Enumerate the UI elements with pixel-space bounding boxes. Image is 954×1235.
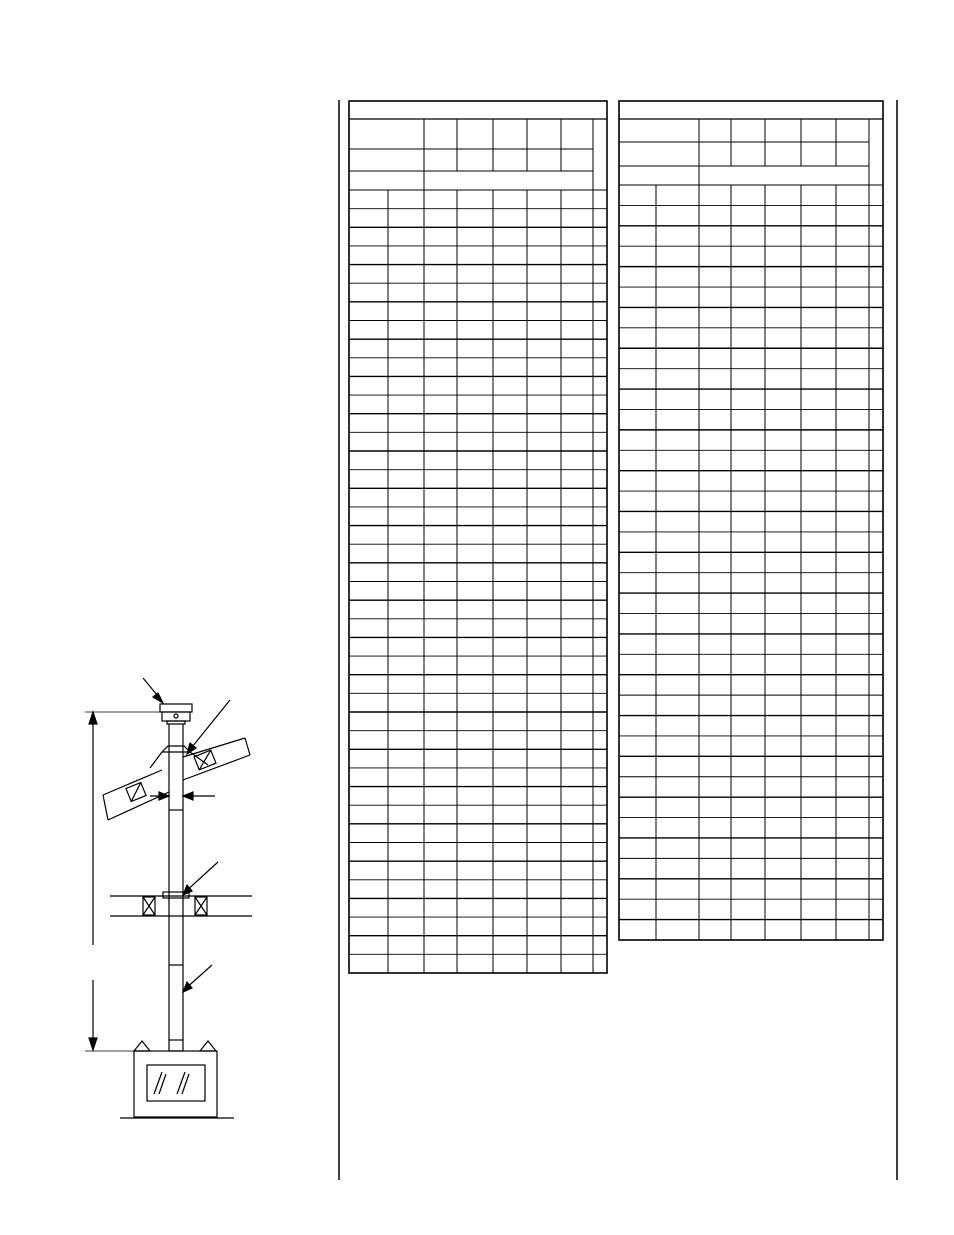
firestop — [163, 862, 218, 898]
roof-rafters — [103, 738, 250, 820]
termination-cap — [143, 678, 192, 724]
left-data-table — [349, 101, 607, 973]
fireplace — [120, 1040, 234, 1118]
height-dimension — [85, 712, 165, 1051]
roof-flashing — [150, 700, 230, 768]
chimney-installation-diagram — [85, 678, 252, 1118]
right-data-table — [619, 101, 883, 940]
table-border — [619, 101, 883, 940]
pipe-pointer — [183, 965, 212, 992]
chimney-pipe — [169, 724, 183, 1040]
ceiling-joists — [110, 896, 252, 916]
